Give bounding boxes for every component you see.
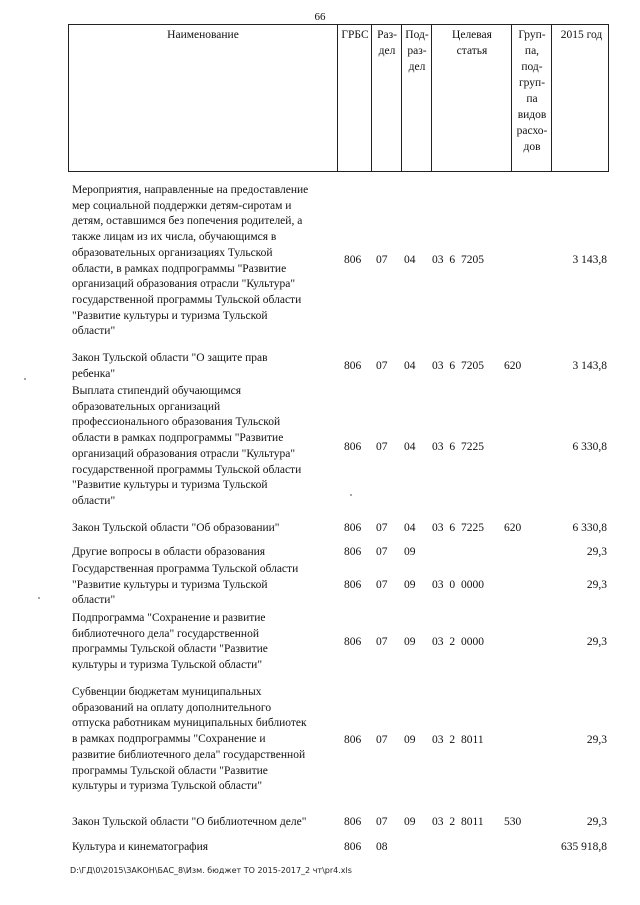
file-path: D:\ГД\0\2015\ЗАКОН\БАС_8\Изм. бюджет ТО 2015-2017_2 чт\pr4.xls [70, 866, 352, 875]
row-grbs: 806 [344, 841, 362, 853]
page-number: 66 [314, 11, 326, 23]
row-celevaya-statya: 03 2 8011 [432, 816, 484, 828]
row-name: Субвенции бюджетам муниципальных образований на оплату дополнительного отпуска работникам муниципальных библиотек в рамках подпрограммы "Сохранение и развитие библиотечного дела" государственной программы Тульской области "Развитие культуры и туризма Тульской области" [72, 686, 307, 793]
row-celevaya-statya: 03 6 7205 [432, 254, 484, 266]
row-razdel: 07 [376, 254, 388, 266]
row-amount: 29,3 [586, 816, 607, 828]
row-podrazdel: 04 [404, 254, 416, 266]
row-celevaya-statya: 03 6 7225 [432, 522, 484, 534]
row-grbs: 806 [344, 522, 362, 534]
row-razdel: 07 [376, 816, 388, 828]
row-podrazdel: 04 [404, 441, 416, 453]
header-vid-raskhodov: Груп- па, под- груп- па видов расхо- дов [511, 25, 552, 171]
row-razdel: 07 [376, 579, 388, 591]
row-grbs: 806 [344, 360, 362, 372]
row-grbs: 806 [344, 579, 362, 591]
header-grbs: ГРБС [337, 25, 372, 171]
row-amount: 6 330,8 [572, 441, 607, 453]
row-vid: 620 [504, 522, 522, 534]
row-razdel: 07 [376, 360, 388, 372]
scan-speck [38, 597, 40, 599]
row-grbs: 806 [344, 546, 362, 558]
row-grbs: 806 [344, 254, 362, 266]
row-name: Подпрограмма "Сохранение и развитие библиотечного дела" государственной программы Тульской области "Развитие культуры и туризма Тульской области" [72, 612, 268, 672]
row-razdel: 07 [376, 441, 388, 453]
row-podrazdel: 09 [404, 816, 416, 828]
row-podrazdel: 09 [404, 546, 416, 558]
header-podrazdel: Под- раз- дел [401, 25, 432, 171]
row-razdel: 07 [376, 636, 388, 648]
row-podrazdel: 09 [404, 579, 416, 591]
row-name: Культура и кинематография [72, 841, 209, 853]
row-razdel: 07 [376, 734, 388, 746]
row-celevaya-statya: 03 2 8011 [432, 734, 484, 746]
header-celevaya-statya: Целевая статья [431, 25, 512, 171]
header-razdel: Раз- дел [371, 25, 402, 171]
row-name: Государственная программа Тульской области "Развитие культуры и туризма Тульской области" [72, 563, 299, 607]
row-razdel: 07 [376, 546, 388, 558]
row-vid: 620 [504, 360, 522, 372]
row-amount: 3 143,8 [572, 360, 607, 372]
row-amount: 29,3 [586, 546, 607, 558]
row-podrazdel: 04 [404, 360, 416, 372]
row-amount: 29,3 [586, 636, 607, 648]
row-amount: 3 143,8 [572, 254, 607, 266]
row-name: Выплата стипендий обучающимся образовательных организаций профессионального образования Тульской области в рамках подпрограммы "Развитие организаций образования отрасли "Культура" государственной программы Тульской области "Развитие культуры и туризма Тульской области" [72, 385, 302, 507]
row-celevaya-statya: 03 6 7225 [432, 441, 484, 453]
row-podrazdel: 09 [404, 734, 416, 746]
row-name: Мероприятия, направленные на предоставление мер социальной поддержки детям-сиротам и детям, оставшимся без попечения родителей, а также лицам из их числа, обучающимся в образовательных организациях Тульской области, в рамках подпрограммы "Развитие организаций образования отрасли "Культура" государственной программы Тульской области "Развитие культуры и туризма Тульской области" [72, 184, 309, 338]
row-grbs: 806 [344, 816, 362, 828]
row-vid: 530 [504, 816, 522, 828]
row-amount: 6 330,8 [572, 522, 607, 534]
row-grbs: 806 [344, 636, 362, 648]
row-name: Другие вопросы в области образования [72, 546, 266, 558]
row-name: Закон Тульской области "Об образовании" [72, 522, 280, 534]
row-amount: 29,3 [586, 579, 607, 591]
row-celevaya-statya: 03 2 0000 [432, 636, 484, 648]
row-name: Закон Тульской области "О библиотечном деле" [72, 816, 307, 828]
row-grbs: 806 [344, 734, 362, 746]
scan-speck [350, 494, 352, 496]
header-name: Наименование [167, 29, 239, 41]
row-razdel: 08 [376, 841, 388, 853]
header-year: 2015 год [551, 25, 611, 171]
row-name: Закон Тульской области "О защите прав ребенка" [72, 352, 268, 380]
row-grbs: 806 [344, 441, 362, 453]
row-amount: 29,3 [586, 734, 607, 746]
row-amount: 635 918,8 [561, 841, 607, 853]
row-podrazdel: 09 [404, 636, 416, 648]
row-razdel: 07 [376, 522, 388, 534]
row-celevaya-statya: 03 6 7205 [432, 360, 484, 372]
scan-speck [24, 378, 26, 380]
row-podrazdel: 04 [404, 522, 416, 534]
row-celevaya-statya: 03 0 0000 [432, 579, 484, 591]
